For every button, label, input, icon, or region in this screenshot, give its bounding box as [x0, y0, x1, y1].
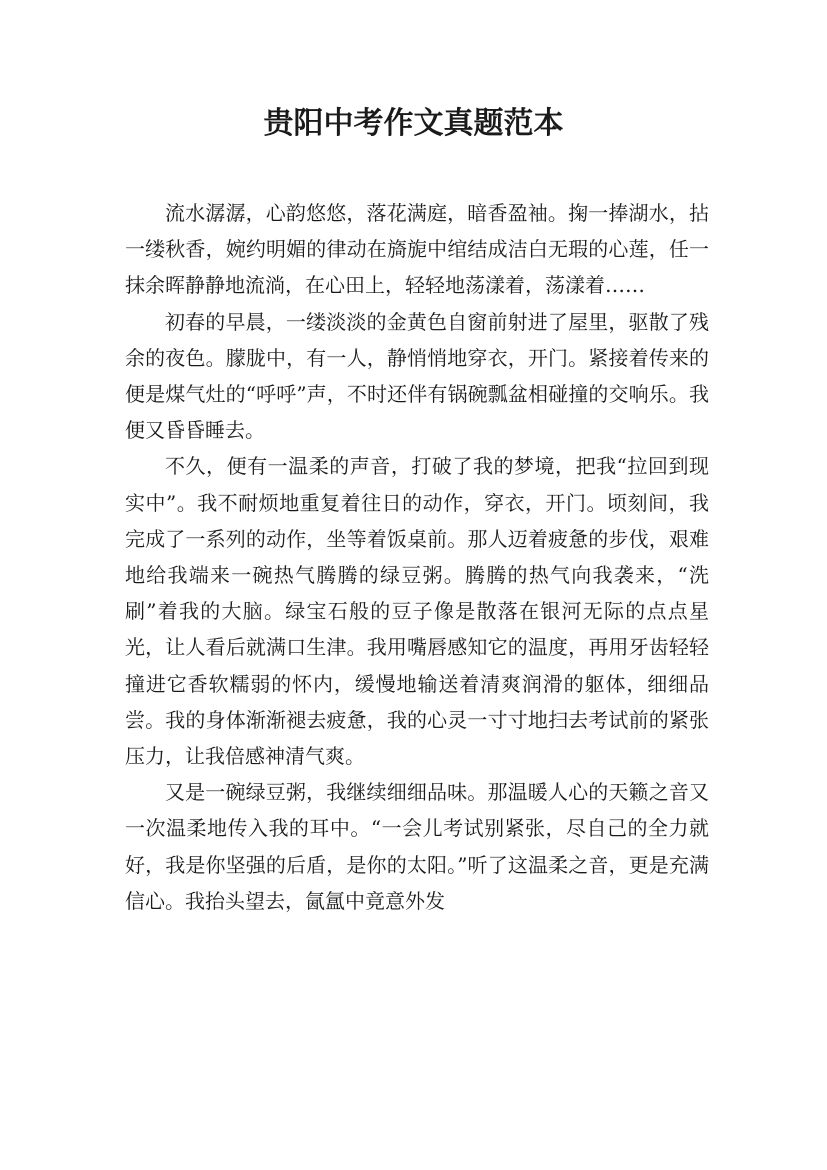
paragraph-4: 又是一碗绿豆粥，我继续细细品味。那温暖人心的天籁之音又一次温柔地传入我的耳中。“一会儿考试别紧张，尽自己的全力就好，我是你坚强的后盾，是你的太阳。”听了这温柔之音，更是充满信心。我抬头望去，氤氲中竟意外发: [125, 780, 709, 913]
paragraph-1: 流水潺潺，心韵悠悠，落花满庭，暗香盈袖。掬一捧湖水，拈一缕秋香，婉约明媚的律动在旖旎中绾结成洁白无瑕的心莲，任一抹余晖静静地流淌，在心田上，轻轻地荡漾着，荡漾着……: [125, 201, 709, 298]
document-body: [125, 195, 709, 919]
document-title: 贵阳中考作文真题范本: [263, 106, 564, 141]
paragraph-2: 初春的早晨，一缕淡淡的金黄色自窗前射进了屋里，驱散了残余的夜色。朦胧中，有一人，静悄悄地穿衣，开门。紧接着传来的便是煤气灶的“呼呼”声，不时还伴有锅碗瓢盆相碰撞的交响乐。我便又昏昏睡去。: [125, 309, 709, 443]
paragraph-3: 不久，便有一温柔的声音，打破了我的梦境，把我“拉回到现实中”。我不耐烦地重复着往日的动作，穿衣，开门。顷刻间，我完成了一系列的动作，坐等着饭桌前。那人迈着疲惫的步伐，艰难地给我端来一碗热气腾腾的绿豆粥。腾腾的热气向我袭来，“洗刷”着我的大脑。绿宝石般的豆子像是散落在银河无际的点点星光，让人看后就满口生津。我用嘴唇感知它的温度，再用牙齿轻轻撞进它香软糯弱的怀内，缓慢地输送着清爽润滑的躯体，细细品尝。我的身体渐渐褪去疲惫，我的心灵一寸寸地扫去考试前的紧张压力，让我倍感神清气爽。: [125, 454, 709, 769]
